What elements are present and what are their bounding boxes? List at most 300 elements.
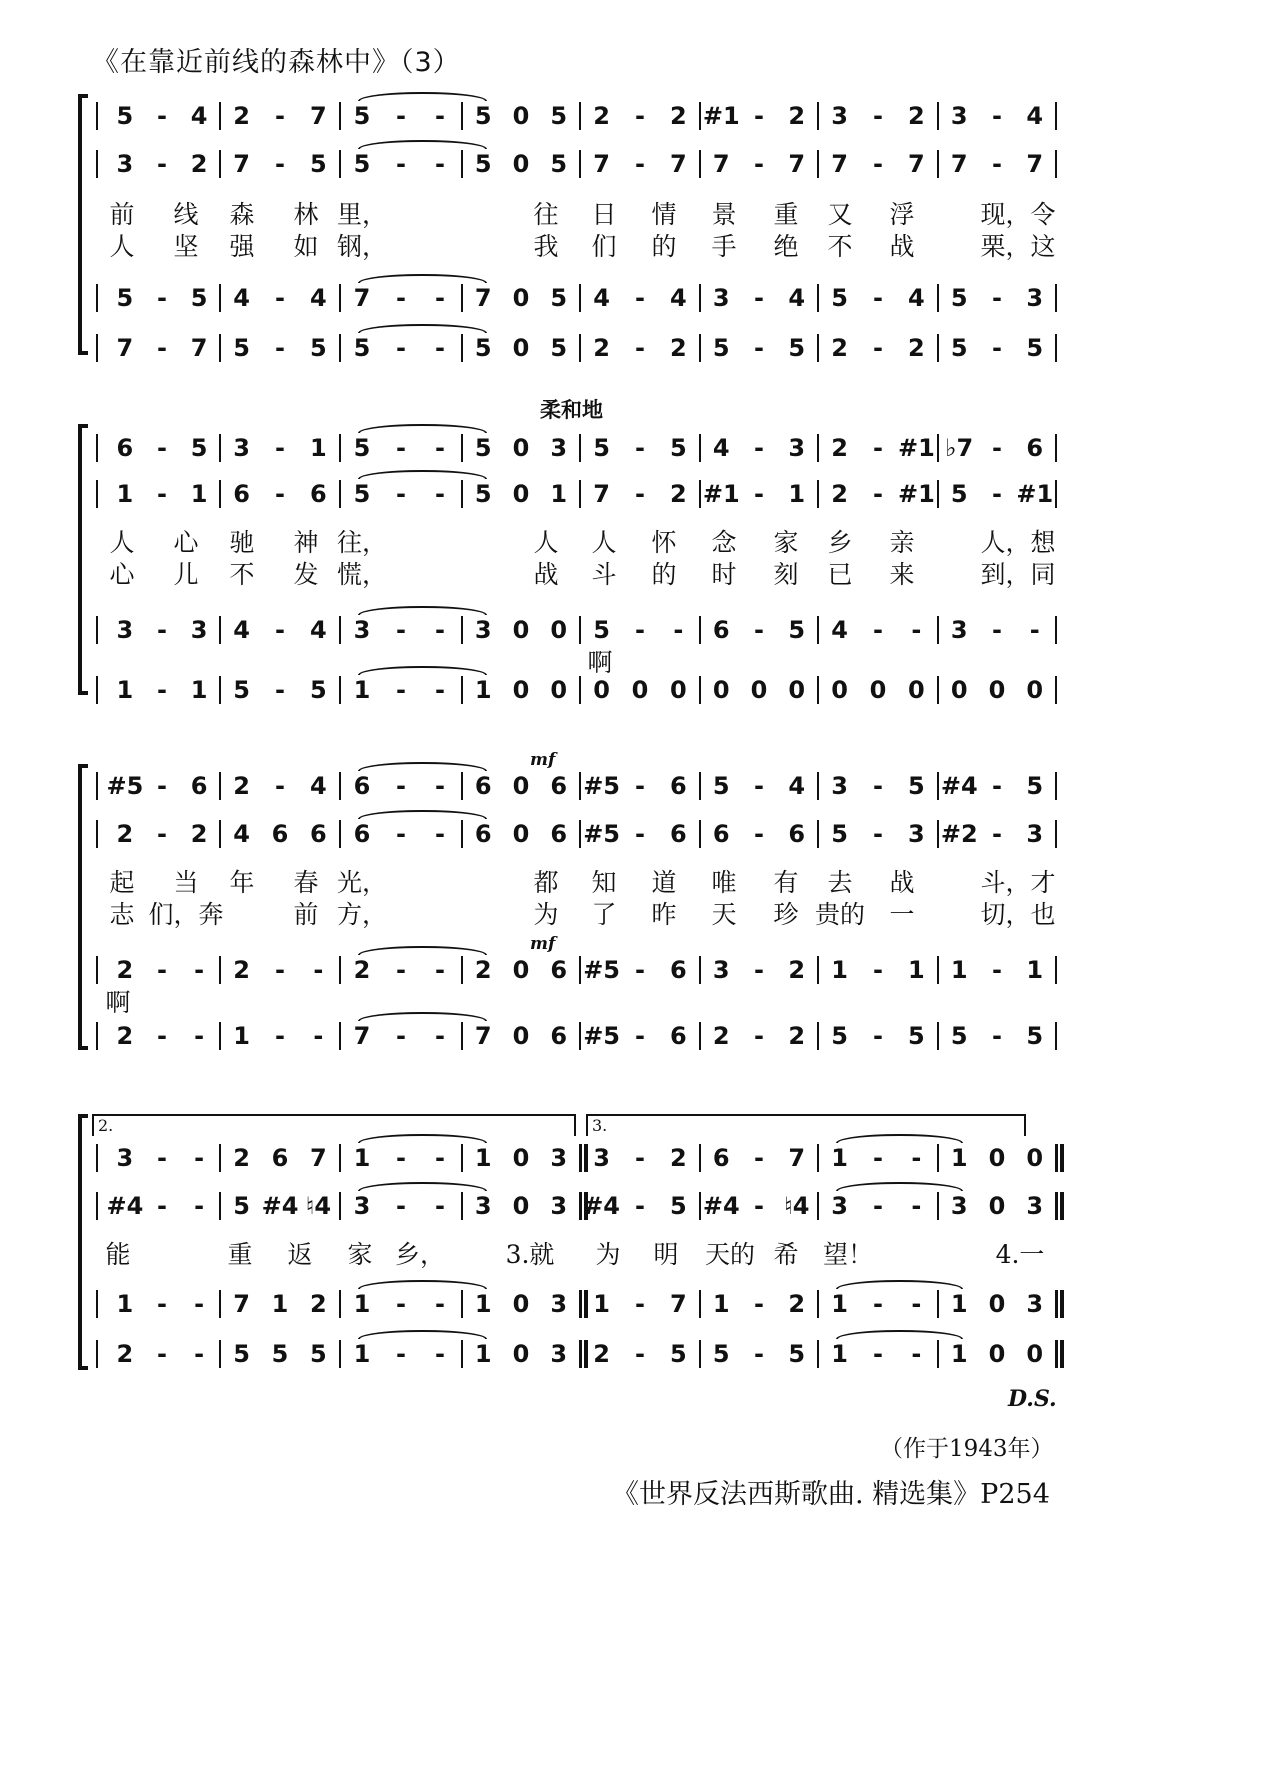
- barline: [461, 284, 463, 312]
- note: #5: [583, 1022, 620, 1050]
- barline: [1055, 820, 1057, 848]
- barline: [96, 1192, 98, 1220]
- tie-arc: [358, 606, 487, 615]
- final-barline: [1060, 1144, 1064, 1172]
- note: 5: [831, 284, 848, 312]
- final-barline: [584, 1290, 588, 1318]
- lyric-syllable: 发: [293, 560, 319, 589]
- note: -: [992, 284, 1002, 312]
- note: -: [992, 616, 1002, 644]
- lyric-row: [0, 526, 1272, 560]
- note: -: [911, 1290, 922, 1318]
- final-barline: [1060, 1340, 1064, 1368]
- note: -: [992, 1022, 1002, 1050]
- note: -: [275, 480, 285, 508]
- note: 4: [310, 616, 327, 644]
- barline: [817, 1340, 819, 1368]
- note: -: [396, 1340, 406, 1368]
- note: 4: [233, 284, 250, 312]
- note: 5: [233, 676, 250, 704]
- note: 5: [474, 434, 492, 462]
- note: -: [754, 1290, 764, 1318]
- lyric-syllable: 知: [591, 868, 617, 897]
- note: 7: [116, 334, 134, 362]
- barline: [339, 284, 341, 312]
- barline: [699, 1340, 701, 1368]
- barline: [461, 150, 463, 178]
- note: 2: [908, 334, 925, 362]
- note: 3: [831, 772, 848, 800]
- note: 6: [116, 434, 134, 462]
- barline: [817, 1290, 819, 1318]
- note: 0: [712, 676, 730, 704]
- note: 2: [670, 102, 687, 130]
- note: 3: [831, 1192, 848, 1220]
- lyric-syllable: 林: [293, 200, 319, 229]
- final-barline: [584, 1340, 588, 1368]
- note: 3: [233, 434, 250, 462]
- barline: [699, 434, 701, 462]
- lyric-syllable: 手: [711, 232, 737, 261]
- tie-arc: [358, 1330, 487, 1339]
- note: -: [873, 956, 883, 984]
- note: -: [873, 1022, 883, 1050]
- note: #2: [940, 820, 978, 848]
- barline: [937, 772, 939, 800]
- note: -: [396, 434, 406, 462]
- note: -: [754, 1022, 764, 1050]
- lyric-row: [0, 898, 1272, 932]
- note: 2: [788, 1022, 806, 1050]
- note: 5: [353, 434, 371, 462]
- note: -: [754, 1340, 764, 1368]
- barline: [219, 284, 221, 312]
- barline: [96, 676, 98, 704]
- barline: [579, 334, 581, 362]
- note: 1: [116, 676, 134, 704]
- note: 5: [1026, 772, 1044, 800]
- barline: [339, 772, 341, 800]
- tie-arc: [836, 1330, 964, 1339]
- lyric-syllable: 珍: [773, 900, 799, 929]
- barline: [96, 334, 98, 362]
- note: 0: [988, 676, 1006, 704]
- note: 0: [512, 772, 530, 800]
- note: -: [194, 1290, 205, 1318]
- note: -: [396, 150, 406, 178]
- note: 1: [593, 1290, 610, 1318]
- lyric-syllable: 年: [229, 868, 255, 897]
- barline: [96, 1022, 98, 1050]
- note: 5: [712, 1340, 730, 1368]
- barline: [339, 480, 341, 508]
- note: 0: [1026, 676, 1044, 704]
- note: -: [754, 102, 764, 130]
- note: -: [157, 434, 167, 462]
- note: -: [194, 1340, 205, 1368]
- barline: [219, 1144, 221, 1172]
- barline: [817, 956, 819, 984]
- note: ♮4: [305, 1192, 332, 1220]
- note: 3: [116, 150, 134, 178]
- lyric-syllable: 们，奔: [148, 900, 224, 929]
- score-system: [0, 1110, 1272, 1380]
- barline: [96, 772, 98, 800]
- note: 6: [271, 820, 289, 848]
- barline: [699, 150, 701, 178]
- note: 2: [788, 1290, 806, 1318]
- lyric-syllable: 心: [173, 528, 199, 557]
- note: -: [754, 772, 764, 800]
- barline: [699, 820, 701, 848]
- note: 3: [908, 820, 925, 848]
- note: 1: [353, 676, 371, 704]
- note: 4: [310, 284, 327, 312]
- note: 5: [353, 102, 371, 130]
- volta-label: 3.: [592, 1116, 608, 1135]
- barline: [937, 1144, 939, 1172]
- note-row: [0, 1336, 1272, 1372]
- note: 1: [474, 1340, 492, 1368]
- note-row: [0, 430, 1272, 466]
- lyric-syllable: 当: [173, 868, 199, 897]
- lyric-syllable: 返: [287, 1240, 313, 1269]
- note: 1: [353, 1340, 371, 1368]
- note: -: [157, 102, 167, 130]
- barline: [96, 1340, 98, 1368]
- note: 2: [593, 102, 610, 130]
- note: 0: [869, 676, 887, 704]
- tie-arc: [836, 1182, 964, 1191]
- note-row: [0, 672, 1272, 708]
- note: 0: [512, 820, 530, 848]
- lyric-syllable: 3.就: [505, 1240, 555, 1269]
- note: -: [194, 1192, 205, 1220]
- note: -: [396, 334, 406, 362]
- barline: [937, 1192, 939, 1220]
- note: -: [635, 1192, 645, 1220]
- barline: [461, 676, 463, 704]
- note: 5: [310, 334, 327, 362]
- note: 5: [310, 1340, 327, 1368]
- barline: [699, 1290, 701, 1318]
- barline: [1055, 334, 1057, 362]
- note: -: [754, 820, 764, 848]
- note: 0: [512, 334, 530, 362]
- note-row: [0, 612, 1272, 648]
- note: 5: [550, 334, 568, 362]
- tie-arc: [358, 666, 487, 675]
- composed-note: （作于1943年）: [880, 1436, 1054, 1462]
- tie-arc: [358, 1012, 487, 1021]
- note: 4: [908, 284, 925, 312]
- note: -: [435, 150, 446, 178]
- score-system: [0, 398, 1272, 705]
- barline: [1055, 616, 1057, 644]
- note: 5: [353, 150, 371, 178]
- note: 6: [550, 1022, 568, 1050]
- note: -: [635, 434, 645, 462]
- barline: [937, 102, 939, 130]
- note: 5: [712, 772, 730, 800]
- lyric-syllable: 已: [827, 560, 853, 589]
- note: 6: [310, 820, 327, 848]
- note: 5: [788, 1340, 806, 1368]
- ds-marking: D.S.: [1008, 1386, 1057, 1412]
- barline: [817, 434, 819, 462]
- note-row: [0, 330, 1272, 366]
- lyric-syllable: 情: [651, 200, 677, 229]
- lyric-syllable: 方，: [336, 900, 388, 929]
- note: 0: [750, 676, 768, 704]
- barline: [339, 1022, 341, 1050]
- note: -: [313, 1022, 324, 1050]
- note: 7: [310, 1144, 327, 1172]
- note-row: [0, 952, 1272, 988]
- tie-arc: [358, 762, 487, 771]
- note: 7: [353, 1022, 371, 1050]
- note: -: [435, 480, 446, 508]
- note: 7: [474, 284, 492, 312]
- barline: [937, 1340, 939, 1368]
- note: 2: [788, 102, 806, 130]
- note: -: [911, 1144, 922, 1172]
- note: -: [194, 1022, 205, 1050]
- barline: [699, 772, 701, 800]
- note: 1: [116, 1290, 134, 1318]
- note: 0: [988, 1340, 1006, 1368]
- note: 3: [950, 616, 968, 644]
- lyric-syllable: 斗: [591, 560, 617, 589]
- barline: [699, 616, 701, 644]
- barline: [579, 1290, 582, 1318]
- note: 1: [474, 1290, 492, 1318]
- note: 0: [512, 676, 530, 704]
- note: 7: [831, 150, 848, 178]
- lyric-syllable: 乡: [827, 528, 853, 557]
- note: 7: [670, 1290, 687, 1318]
- note-row: [0, 146, 1272, 182]
- barline: [579, 480, 581, 508]
- note: 5: [950, 334, 968, 362]
- note: #5: [583, 772, 620, 800]
- note: 7: [190, 334, 208, 362]
- note: -: [635, 1022, 645, 1050]
- barline: [461, 102, 463, 130]
- note: 1: [788, 480, 806, 508]
- tie-arc: [358, 274, 487, 283]
- note: 4: [1026, 102, 1044, 130]
- note: 1: [550, 480, 568, 508]
- note: -: [275, 1022, 285, 1050]
- note: 2: [233, 102, 250, 130]
- note: 5: [593, 616, 610, 644]
- lyric-syllable: 的: [651, 232, 677, 261]
- tie-arc: [358, 1280, 487, 1289]
- note-row: [0, 816, 1272, 852]
- barline: [1055, 1290, 1058, 1318]
- note: -: [873, 1192, 883, 1220]
- barline: [461, 434, 463, 462]
- note: 2: [116, 1340, 134, 1368]
- note: 2: [190, 150, 208, 178]
- note: 7: [950, 150, 968, 178]
- barline: [96, 820, 98, 848]
- lyric-syllable: 线: [173, 200, 199, 229]
- lyric-row: [0, 558, 1272, 592]
- note: 7: [310, 102, 327, 130]
- note: -: [435, 434, 446, 462]
- note: 2: [353, 956, 371, 984]
- lyric-syllable: 人: [109, 528, 135, 557]
- final-barline: [584, 1144, 588, 1172]
- note: 0: [631, 676, 649, 704]
- final-barline: [1060, 1192, 1064, 1220]
- barline: [461, 616, 463, 644]
- note: 6: [712, 1144, 730, 1172]
- note: 7: [1026, 150, 1044, 178]
- note: 5: [474, 480, 492, 508]
- note: -: [754, 334, 764, 362]
- lyric-syllable: 一: [889, 900, 915, 929]
- lyric-syllable: 我: [533, 232, 559, 261]
- barline: [461, 956, 463, 984]
- note: 1: [908, 956, 925, 984]
- lyric-syllable: 人: [533, 528, 559, 557]
- volta-bracket-2: [92, 1114, 576, 1136]
- lyric-syllable: 往，: [336, 528, 388, 557]
- barline: [219, 1340, 221, 1368]
- lyric-syllable: 里，: [336, 200, 388, 229]
- note: 6: [712, 616, 730, 644]
- note: -: [992, 434, 1002, 462]
- lyric-syllable: 能: [105, 1240, 131, 1269]
- note: 0: [550, 676, 568, 704]
- note: 5: [670, 1192, 687, 1220]
- note: -: [754, 1144, 764, 1172]
- note: -: [435, 676, 446, 704]
- note: 5: [233, 1340, 250, 1368]
- barline: [1055, 956, 1057, 984]
- note: -: [396, 1022, 406, 1050]
- barline: [96, 480, 98, 508]
- note: -: [873, 480, 883, 508]
- note: 3: [712, 956, 730, 984]
- note: -: [754, 480, 764, 508]
- note: 0: [1026, 1340, 1044, 1368]
- note: #1: [897, 480, 935, 508]
- barline: [96, 1144, 98, 1172]
- note: -: [992, 820, 1002, 848]
- note: -: [275, 334, 285, 362]
- barline: [699, 1192, 701, 1220]
- note: 2: [908, 102, 925, 130]
- note: -: [157, 150, 167, 178]
- lyric-syllable: 亲: [889, 528, 915, 557]
- barline: [461, 334, 463, 362]
- note: -: [754, 284, 764, 312]
- lyric-syllable: 如: [293, 232, 319, 261]
- barline: [817, 820, 819, 848]
- lyric-row: [0, 1238, 1272, 1272]
- note: 3: [550, 434, 568, 462]
- note: 2: [190, 820, 208, 848]
- barline: [1055, 676, 1057, 704]
- note: -: [873, 434, 883, 462]
- note: 0: [908, 676, 925, 704]
- note: #4: [583, 1192, 620, 1220]
- note: -: [275, 434, 285, 462]
- lyric-syllable: 人: [591, 528, 617, 557]
- note: 0: [512, 150, 530, 178]
- barline: [1055, 434, 1057, 462]
- note: 1: [353, 1290, 371, 1318]
- barline: [937, 1022, 939, 1050]
- note: 2: [310, 1290, 327, 1318]
- note: -: [992, 334, 1002, 362]
- lyric-syllable: 现，令: [980, 200, 1056, 229]
- note: 5: [950, 480, 968, 508]
- barline: [699, 334, 701, 362]
- note: 5: [831, 820, 848, 848]
- note-row: [0, 768, 1272, 804]
- barline: [96, 102, 98, 130]
- note: 5: [116, 102, 134, 130]
- barline: [1055, 1144, 1058, 1172]
- barline: [461, 1290, 463, 1318]
- barline: [339, 334, 341, 362]
- barline: [339, 1290, 341, 1318]
- lyric-syllable: 驰: [229, 528, 255, 557]
- note: 0: [988, 1290, 1006, 1318]
- note-row: [0, 98, 1272, 134]
- note: 5: [474, 334, 492, 362]
- barline: [219, 772, 221, 800]
- barline: [461, 820, 463, 848]
- lyric-syllable: 时: [711, 560, 737, 589]
- barline: [339, 1340, 341, 1368]
- note: -: [1029, 616, 1040, 644]
- note: 1: [271, 1290, 289, 1318]
- note: -: [435, 1192, 446, 1220]
- note: -: [435, 616, 446, 644]
- note: -: [157, 284, 167, 312]
- note: -: [396, 1144, 406, 1172]
- note: 0: [593, 676, 610, 704]
- barline: [817, 102, 819, 130]
- note: -: [435, 772, 446, 800]
- barline: [96, 434, 98, 462]
- note: 0: [670, 676, 687, 704]
- note: 6: [550, 820, 568, 848]
- note: 1: [1026, 956, 1044, 984]
- lyric-syllable: 浮: [889, 200, 915, 229]
- barline: [461, 1340, 463, 1368]
- lyric-syllable: 了: [591, 900, 617, 929]
- lyric-syllable: 又: [827, 200, 853, 229]
- note: 6: [271, 1144, 289, 1172]
- barline: [461, 1144, 463, 1172]
- barline: [219, 1192, 221, 1220]
- note: 3: [353, 616, 371, 644]
- barline: [817, 480, 819, 508]
- note: 0: [512, 1340, 530, 1368]
- note: -: [873, 820, 883, 848]
- note: 6: [310, 480, 327, 508]
- note: 4: [190, 102, 208, 130]
- lyric-syllable: 慌，: [336, 560, 388, 589]
- tie-arc: [358, 946, 487, 955]
